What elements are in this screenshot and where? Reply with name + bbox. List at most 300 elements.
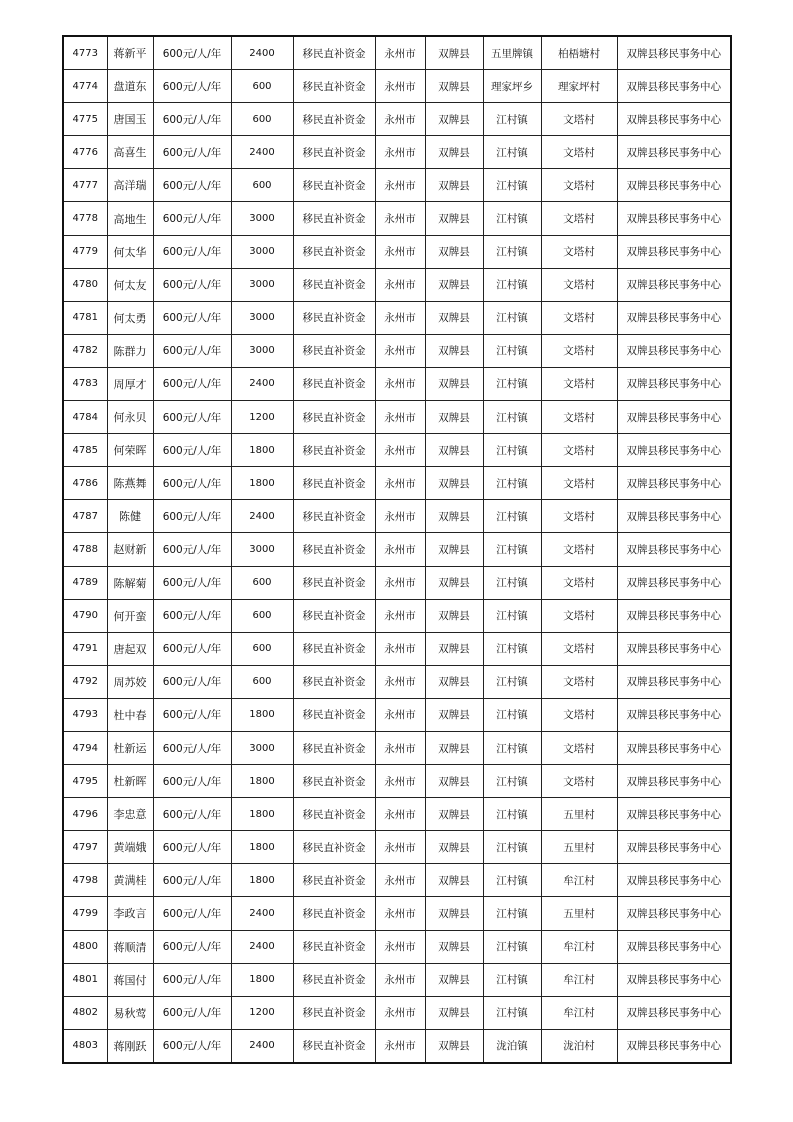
cell-fund-type: 移民直补资金 — [293, 136, 375, 169]
table-row — [63, 798, 731, 831]
cell-village: 文塔村 — [541, 401, 617, 434]
cell-amount: 600 — [231, 599, 293, 632]
cell-recipient-name: 陈健 — [107, 500, 153, 533]
cell-recipient-name: 何太友 — [107, 268, 153, 301]
cell-city: 永州市 — [375, 434, 425, 467]
cell-amount: 1800 — [231, 798, 293, 831]
cell-village: 理家坪村 — [541, 70, 617, 103]
cell-town: 江村镇 — [483, 665, 541, 698]
cell-town: 江村镇 — [483, 202, 541, 235]
cell-row-index: 4795 — [63, 765, 107, 798]
cell-county: 双牌县 — [425, 632, 483, 665]
cell-city: 永州市 — [375, 864, 425, 897]
cell-issuing-agency: 双牌县移民事务中心 — [617, 136, 731, 169]
cell-issuing-agency: 双牌县移民事务中心 — [617, 1029, 731, 1063]
cell-fund-type: 移民直补资金 — [293, 301, 375, 334]
cell-issuing-agency: 双牌县移民事务中心 — [617, 996, 731, 1029]
table-row — [63, 665, 731, 698]
cell-fund-type: 移民直补资金 — [293, 36, 375, 70]
cell-recipient-name: 易秋莺 — [107, 996, 153, 1029]
cell-amount: 600 — [231, 566, 293, 599]
cell-row-index: 4800 — [63, 930, 107, 963]
cell-village: 文塔村 — [541, 136, 617, 169]
cell-row-index: 4787 — [63, 500, 107, 533]
cell-town: 江村镇 — [483, 731, 541, 764]
cell-county: 双牌县 — [425, 831, 483, 864]
cell-subsidy-standard: 600元/人/年 — [153, 235, 231, 268]
cell-issuing-agency: 双牌县移民事务中心 — [617, 765, 731, 798]
cell-village: 五里村 — [541, 798, 617, 831]
cell-row-index: 4784 — [63, 401, 107, 434]
table-row — [63, 301, 731, 334]
cell-village: 牟江村 — [541, 963, 617, 996]
cell-issuing-agency: 双牌县移民事务中心 — [617, 401, 731, 434]
cell-fund-type: 移民直补资金 — [293, 831, 375, 864]
table-row — [63, 632, 731, 665]
cell-city: 永州市 — [375, 798, 425, 831]
cell-amount: 3000 — [231, 268, 293, 301]
cell-town: 江村镇 — [483, 434, 541, 467]
table-row — [63, 500, 731, 533]
cell-town: 江村镇 — [483, 963, 541, 996]
cell-row-index: 4775 — [63, 103, 107, 136]
cell-row-index: 4794 — [63, 731, 107, 764]
cell-subsidy-standard: 600元/人/年 — [153, 1029, 231, 1063]
cell-amount: 1800 — [231, 434, 293, 467]
cell-fund-type: 移民直补资金 — [293, 500, 375, 533]
cell-city: 永州市 — [375, 401, 425, 434]
cell-row-index: 4789 — [63, 566, 107, 599]
cell-row-index: 4776 — [63, 136, 107, 169]
cell-fund-type: 移民直补资金 — [293, 897, 375, 930]
cell-town: 理家坪乡 — [483, 70, 541, 103]
cell-issuing-agency: 双牌县移民事务中心 — [617, 70, 731, 103]
cell-town: 江村镇 — [483, 930, 541, 963]
cell-county: 双牌县 — [425, 930, 483, 963]
cell-city: 永州市 — [375, 367, 425, 400]
cell-subsidy-standard: 600元/人/年 — [153, 334, 231, 367]
cell-county: 双牌县 — [425, 36, 483, 70]
table-row — [63, 467, 731, 500]
cell-fund-type: 移民直补资金 — [293, 665, 375, 698]
cell-subsidy-standard: 600元/人/年 — [153, 500, 231, 533]
cell-row-index: 4781 — [63, 301, 107, 334]
table-row — [63, 731, 731, 764]
cell-village: 文塔村 — [541, 301, 617, 334]
cell-city: 永州市 — [375, 599, 425, 632]
cell-issuing-agency: 双牌县移民事务中心 — [617, 632, 731, 665]
cell-subsidy-standard: 600元/人/年 — [153, 103, 231, 136]
cell-subsidy-standard: 600元/人/年 — [153, 268, 231, 301]
cell-county: 双牌县 — [425, 599, 483, 632]
cell-issuing-agency: 双牌县移民事务中心 — [617, 864, 731, 897]
cell-fund-type: 移民直补资金 — [293, 864, 375, 897]
cell-amount: 1800 — [231, 698, 293, 731]
cell-issuing-agency: 双牌县移民事务中心 — [617, 599, 731, 632]
document-page — [62, 35, 730, 1064]
cell-recipient-name: 何荣晖 — [107, 434, 153, 467]
cell-issuing-agency: 双牌县移民事务中心 — [617, 897, 731, 930]
cell-row-index: 4778 — [63, 202, 107, 235]
cell-town: 江村镇 — [483, 599, 541, 632]
cell-recipient-name: 蒋国付 — [107, 963, 153, 996]
cell-row-index: 4796 — [63, 798, 107, 831]
cell-subsidy-standard: 600元/人/年 — [153, 996, 231, 1029]
cell-recipient-name: 李忠意 — [107, 798, 153, 831]
cell-county: 双牌县 — [425, 268, 483, 301]
cell-amount: 2400 — [231, 897, 293, 930]
table-row — [63, 765, 731, 798]
cell-village: 文塔村 — [541, 103, 617, 136]
cell-village: 文塔村 — [541, 632, 617, 665]
cell-town: 江村镇 — [483, 864, 541, 897]
cell-fund-type: 移民直补资金 — [293, 533, 375, 566]
cell-recipient-name: 蒋新平 — [107, 36, 153, 70]
table-row — [63, 963, 731, 996]
cell-subsidy-standard: 600元/人/年 — [153, 599, 231, 632]
cell-subsidy-standard: 600元/人/年 — [153, 169, 231, 202]
cell-row-index: 4798 — [63, 864, 107, 897]
cell-city: 永州市 — [375, 235, 425, 268]
cell-town: 江村镇 — [483, 765, 541, 798]
cell-amount: 1800 — [231, 765, 293, 798]
cell-subsidy-standard: 600元/人/年 — [153, 930, 231, 963]
cell-county: 双牌县 — [425, 798, 483, 831]
cell-recipient-name: 高洋瑞 — [107, 169, 153, 202]
cell-county: 双牌县 — [425, 70, 483, 103]
cell-subsidy-standard: 600元/人/年 — [153, 864, 231, 897]
cell-town: 江村镇 — [483, 169, 541, 202]
cell-recipient-name: 何开蛮 — [107, 599, 153, 632]
cell-amount: 600 — [231, 70, 293, 103]
cell-town: 泷泊镇 — [483, 1029, 541, 1063]
cell-amount: 1800 — [231, 963, 293, 996]
cell-village: 文塔村 — [541, 533, 617, 566]
table-row — [63, 334, 731, 367]
cell-issuing-agency: 双牌县移民事务中心 — [617, 930, 731, 963]
cell-issuing-agency: 双牌县移民事务中心 — [617, 467, 731, 500]
cell-subsidy-standard: 600元/人/年 — [153, 897, 231, 930]
cell-county: 双牌县 — [425, 566, 483, 599]
cell-city: 永州市 — [375, 70, 425, 103]
cell-amount: 2400 — [231, 500, 293, 533]
cell-village: 文塔村 — [541, 467, 617, 500]
cell-village: 文塔村 — [541, 765, 617, 798]
cell-fund-type: 移民直补资金 — [293, 930, 375, 963]
table-body — [63, 36, 731, 1063]
cell-village: 柏梧塘村 — [541, 36, 617, 70]
cell-village: 文塔村 — [541, 731, 617, 764]
cell-fund-type: 移民直补资金 — [293, 235, 375, 268]
cell-recipient-name: 杜新晖 — [107, 765, 153, 798]
cell-recipient-name: 蒋顺清 — [107, 930, 153, 963]
cell-village: 文塔村 — [541, 169, 617, 202]
cell-row-index: 4774 — [63, 70, 107, 103]
cell-village: 牟江村 — [541, 996, 617, 1029]
cell-town: 江村镇 — [483, 533, 541, 566]
cell-town: 江村镇 — [483, 566, 541, 599]
cell-row-index: 4782 — [63, 334, 107, 367]
cell-city: 永州市 — [375, 963, 425, 996]
cell-county: 双牌县 — [425, 996, 483, 1029]
cell-town: 江村镇 — [483, 334, 541, 367]
cell-town: 五里牌镇 — [483, 36, 541, 70]
cell-city: 永州市 — [375, 831, 425, 864]
cell-fund-type: 移民直补资金 — [293, 268, 375, 301]
cell-amount: 2400 — [231, 367, 293, 400]
cell-subsidy-standard: 600元/人/年 — [153, 36, 231, 70]
cell-city: 永州市 — [375, 467, 425, 500]
cell-amount: 1200 — [231, 996, 293, 1029]
cell-town: 江村镇 — [483, 235, 541, 268]
cell-city: 永州市 — [375, 169, 425, 202]
cell-issuing-agency: 双牌县移民事务中心 — [617, 202, 731, 235]
cell-issuing-agency: 双牌县移民事务中心 — [617, 434, 731, 467]
table-row — [63, 698, 731, 731]
cell-county: 双牌县 — [425, 765, 483, 798]
cell-city: 永州市 — [375, 566, 425, 599]
cell-town: 江村镇 — [483, 698, 541, 731]
subsidy-table — [62, 35, 732, 1064]
cell-fund-type: 移民直补资金 — [293, 798, 375, 831]
table-row — [63, 566, 731, 599]
cell-row-index: 4786 — [63, 467, 107, 500]
table-row — [63, 202, 731, 235]
table-row — [63, 996, 731, 1029]
cell-recipient-name: 盘道东 — [107, 70, 153, 103]
cell-county: 双牌县 — [425, 401, 483, 434]
cell-fund-type: 移民直补资金 — [293, 401, 375, 434]
table-row — [63, 533, 731, 566]
cell-amount: 600 — [231, 169, 293, 202]
cell-subsidy-standard: 600元/人/年 — [153, 533, 231, 566]
cell-city: 永州市 — [375, 897, 425, 930]
cell-village: 牟江村 — [541, 864, 617, 897]
cell-village: 文塔村 — [541, 599, 617, 632]
cell-county: 双牌县 — [425, 169, 483, 202]
cell-fund-type: 移民直补资金 — [293, 434, 375, 467]
cell-county: 双牌县 — [425, 864, 483, 897]
cell-fund-type: 移民直补资金 — [293, 103, 375, 136]
cell-village: 泷泊村 — [541, 1029, 617, 1063]
cell-row-index: 4777 — [63, 169, 107, 202]
cell-city: 永州市 — [375, 36, 425, 70]
cell-subsidy-standard: 600元/人/年 — [153, 798, 231, 831]
cell-row-index: 4793 — [63, 698, 107, 731]
cell-row-index: 4803 — [63, 1029, 107, 1063]
cell-city: 永州市 — [375, 731, 425, 764]
table-row — [63, 268, 731, 301]
cell-amount: 1800 — [231, 467, 293, 500]
cell-issuing-agency: 双牌县移民事务中心 — [617, 831, 731, 864]
cell-county: 双牌县 — [425, 301, 483, 334]
table-row — [63, 1029, 731, 1063]
cell-village: 牟江村 — [541, 930, 617, 963]
cell-subsidy-standard: 600元/人/年 — [153, 467, 231, 500]
cell-issuing-agency: 双牌县移民事务中心 — [617, 169, 731, 202]
cell-amount: 600 — [231, 632, 293, 665]
cell-town: 江村镇 — [483, 897, 541, 930]
cell-recipient-name: 何太勇 — [107, 301, 153, 334]
cell-subsidy-standard: 600元/人/年 — [153, 698, 231, 731]
table-row — [63, 103, 731, 136]
cell-amount: 3000 — [231, 202, 293, 235]
cell-recipient-name: 唐起双 — [107, 632, 153, 665]
cell-village: 文塔村 — [541, 367, 617, 400]
cell-recipient-name: 杜新运 — [107, 731, 153, 764]
cell-issuing-agency: 双牌县移民事务中心 — [617, 367, 731, 400]
cell-fund-type: 移民直补资金 — [293, 566, 375, 599]
cell-city: 永州市 — [375, 301, 425, 334]
cell-county: 双牌县 — [425, 698, 483, 731]
cell-recipient-name: 唐国玉 — [107, 103, 153, 136]
cell-city: 永州市 — [375, 930, 425, 963]
cell-issuing-agency: 双牌县移民事务中心 — [617, 36, 731, 70]
cell-city: 永州市 — [375, 996, 425, 1029]
cell-issuing-agency: 双牌县移民事务中心 — [617, 268, 731, 301]
table-row — [63, 367, 731, 400]
cell-village: 文塔村 — [541, 665, 617, 698]
cell-subsidy-standard: 600元/人/年 — [153, 202, 231, 235]
cell-amount: 1800 — [231, 864, 293, 897]
cell-issuing-agency: 双牌县移民事务中心 — [617, 698, 731, 731]
cell-fund-type: 移民直补资金 — [293, 731, 375, 764]
cell-row-index: 4785 — [63, 434, 107, 467]
cell-fund-type: 移民直补资金 — [293, 632, 375, 665]
cell-village: 文塔村 — [541, 434, 617, 467]
cell-amount: 3000 — [231, 301, 293, 334]
cell-row-index: 4788 — [63, 533, 107, 566]
cell-county: 双牌县 — [425, 1029, 483, 1063]
cell-issuing-agency: 双牌县移民事务中心 — [617, 235, 731, 268]
table-row — [63, 401, 731, 434]
table-row — [63, 70, 731, 103]
cell-subsidy-standard: 600元/人/年 — [153, 136, 231, 169]
cell-recipient-name: 黄满桂 — [107, 864, 153, 897]
cell-county: 双牌县 — [425, 467, 483, 500]
table-row — [63, 599, 731, 632]
cell-issuing-agency: 双牌县移民事务中心 — [617, 103, 731, 136]
cell-amount: 3000 — [231, 731, 293, 764]
cell-village: 文塔村 — [541, 235, 617, 268]
cell-amount: 2400 — [231, 1029, 293, 1063]
cell-village: 文塔村 — [541, 202, 617, 235]
cell-amount: 1800 — [231, 831, 293, 864]
cell-county: 双牌县 — [425, 136, 483, 169]
cell-recipient-name: 高地生 — [107, 202, 153, 235]
table-row — [63, 235, 731, 268]
cell-subsidy-standard: 600元/人/年 — [153, 301, 231, 334]
cell-city: 永州市 — [375, 1029, 425, 1063]
cell-town: 江村镇 — [483, 467, 541, 500]
cell-recipient-name: 高喜生 — [107, 136, 153, 169]
cell-town: 江村镇 — [483, 301, 541, 334]
table-row — [63, 897, 731, 930]
table-row — [63, 831, 731, 864]
cell-town: 江村镇 — [483, 831, 541, 864]
cell-town: 江村镇 — [483, 500, 541, 533]
cell-recipient-name: 李政言 — [107, 897, 153, 930]
cell-village: 文塔村 — [541, 268, 617, 301]
cell-city: 永州市 — [375, 698, 425, 731]
cell-recipient-name: 何太华 — [107, 235, 153, 268]
cell-city: 永州市 — [375, 533, 425, 566]
table-row — [63, 864, 731, 897]
cell-county: 双牌县 — [425, 367, 483, 400]
cell-recipient-name: 赵财新 — [107, 533, 153, 566]
cell-fund-type: 移民直补资金 — [293, 367, 375, 400]
cell-city: 永州市 — [375, 665, 425, 698]
cell-amount: 3000 — [231, 533, 293, 566]
cell-issuing-agency: 双牌县移民事务中心 — [617, 665, 731, 698]
cell-recipient-name: 陈燕舞 — [107, 467, 153, 500]
cell-county: 双牌县 — [425, 334, 483, 367]
cell-village: 文塔村 — [541, 334, 617, 367]
cell-recipient-name: 周厚才 — [107, 367, 153, 400]
cell-recipient-name: 周苏姣 — [107, 665, 153, 698]
cell-town: 江村镇 — [483, 632, 541, 665]
cell-row-index: 4790 — [63, 599, 107, 632]
cell-issuing-agency: 双牌县移民事务中心 — [617, 798, 731, 831]
cell-recipient-name: 蒋刚跃 — [107, 1029, 153, 1063]
cell-issuing-agency: 双牌县移民事务中心 — [617, 301, 731, 334]
cell-town: 江村镇 — [483, 401, 541, 434]
cell-amount: 600 — [231, 103, 293, 136]
cell-amount: 3000 — [231, 235, 293, 268]
cell-row-index: 4791 — [63, 632, 107, 665]
cell-row-index: 4802 — [63, 996, 107, 1029]
cell-issuing-agency: 双牌县移民事务中心 — [617, 566, 731, 599]
cell-subsidy-standard: 600元/人/年 — [153, 566, 231, 599]
cell-subsidy-standard: 600元/人/年 — [153, 434, 231, 467]
cell-city: 永州市 — [375, 334, 425, 367]
cell-fund-type: 移民直补资金 — [293, 698, 375, 731]
cell-recipient-name: 何永贝 — [107, 401, 153, 434]
table-row — [63, 930, 731, 963]
cell-fund-type: 移民直补资金 — [293, 169, 375, 202]
cell-amount: 600 — [231, 665, 293, 698]
cell-amount: 3000 — [231, 334, 293, 367]
cell-recipient-name: 陈群力 — [107, 334, 153, 367]
cell-recipient-name: 黄端娥 — [107, 831, 153, 864]
cell-row-index: 4799 — [63, 897, 107, 930]
cell-city: 永州市 — [375, 500, 425, 533]
cell-amount: 2400 — [231, 36, 293, 70]
cell-fund-type: 移民直补资金 — [293, 1029, 375, 1063]
cell-town: 江村镇 — [483, 136, 541, 169]
cell-subsidy-standard: 600元/人/年 — [153, 367, 231, 400]
cell-town: 江村镇 — [483, 103, 541, 136]
cell-fund-type: 移民直补资金 — [293, 599, 375, 632]
cell-row-index: 4783 — [63, 367, 107, 400]
cell-village: 文塔村 — [541, 566, 617, 599]
cell-amount: 2400 — [231, 136, 293, 169]
cell-row-index: 4779 — [63, 235, 107, 268]
cell-issuing-agency: 双牌县移民事务中心 — [617, 963, 731, 996]
cell-village: 五里村 — [541, 831, 617, 864]
table-row — [63, 36, 731, 70]
cell-fund-type: 移民直补资金 — [293, 70, 375, 103]
cell-fund-type: 移民直补资金 — [293, 963, 375, 996]
cell-fund-type: 移民直补资金 — [293, 996, 375, 1029]
cell-county: 双牌县 — [425, 103, 483, 136]
cell-fund-type: 移民直补资金 — [293, 202, 375, 235]
cell-amount: 2400 — [231, 930, 293, 963]
cell-city: 永州市 — [375, 765, 425, 798]
cell-county: 双牌县 — [425, 665, 483, 698]
cell-issuing-agency: 双牌县移民事务中心 — [617, 731, 731, 764]
cell-issuing-agency: 双牌县移民事务中心 — [617, 533, 731, 566]
